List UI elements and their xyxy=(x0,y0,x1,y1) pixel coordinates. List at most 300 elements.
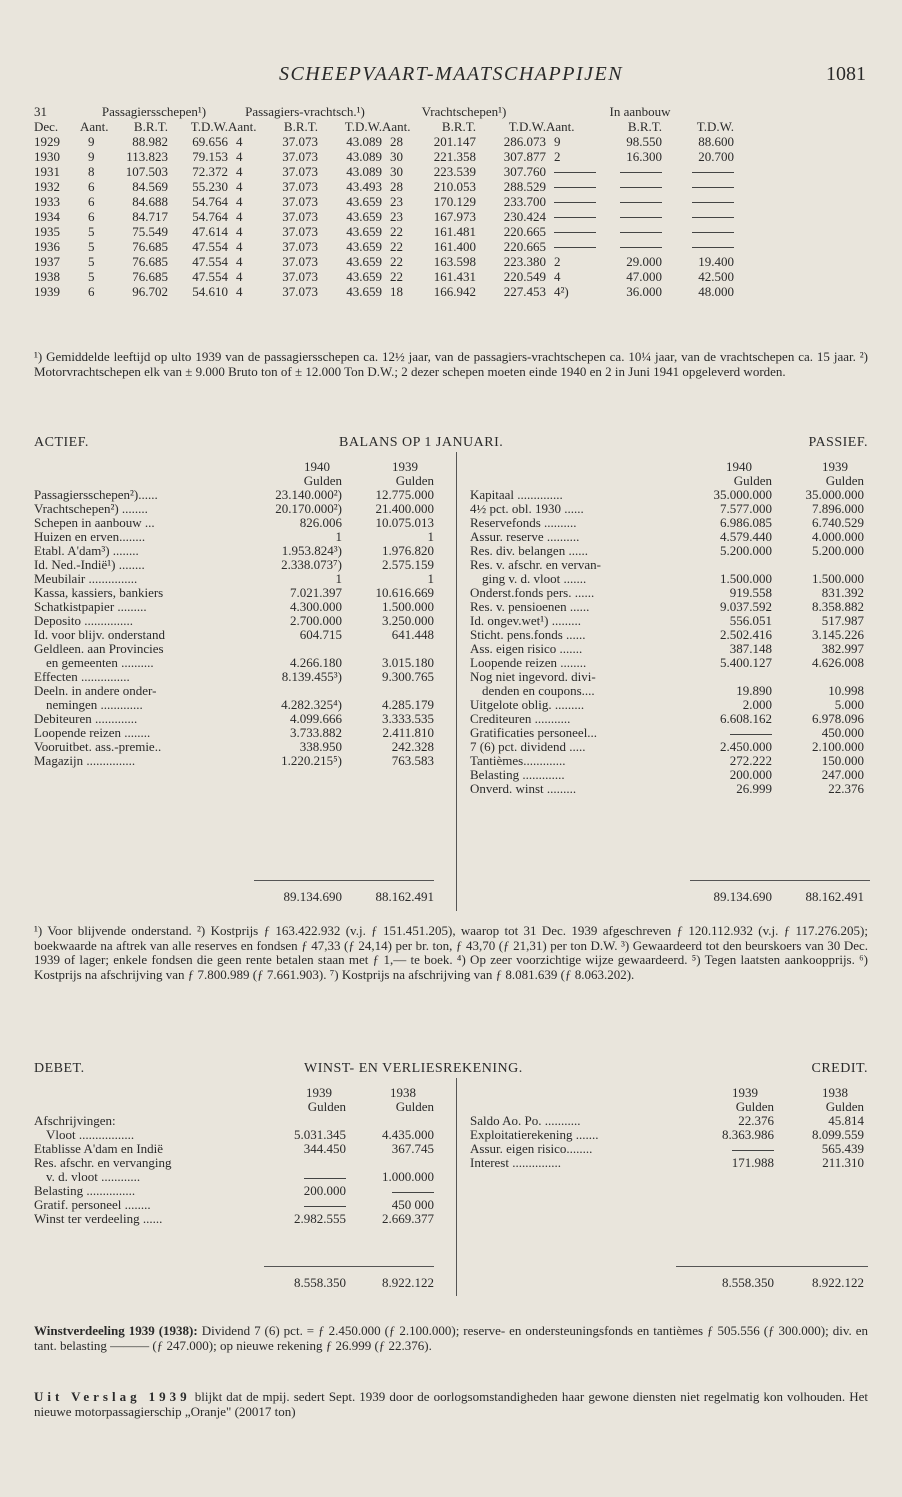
unit-header: Gulden xyxy=(395,473,434,488)
fleet-cell: 47.614 xyxy=(192,223,228,239)
fleet-cell: 307.877 xyxy=(503,148,546,164)
fleet-cell: 84.688 xyxy=(132,193,168,209)
fleet-cell: 6 xyxy=(88,193,95,209)
passief-row xyxy=(470,572,864,586)
actief-row xyxy=(34,558,434,572)
passief-row xyxy=(470,628,864,642)
fleet-cell: 1936 xyxy=(34,238,60,254)
debet-value: 4.435.000 xyxy=(382,1127,434,1142)
passief-value: 6.740.529 xyxy=(812,515,864,530)
credit-value: 171.988 xyxy=(731,1155,774,1170)
winstverdeeling-lead: Winstverdeeling 1939 (1938): xyxy=(34,1323,198,1338)
actief-label: Deposito ............... xyxy=(34,613,133,628)
passief-row xyxy=(470,642,864,656)
fleet-cell xyxy=(546,179,596,194)
winstverdeeling-text: Dividend 7 (6) pct. = ƒ 2.450.000 (ƒ 2.100.000); reserve- en ondersteuningsfonds en tantièmes ƒ 505.556 (ƒ 300.000); div. en tant. belasting ——— (ƒ 247.000); op nieuwe rekening ƒ 26.999 (ƒ 22.376). xyxy=(34,1323,868,1353)
actief-row xyxy=(34,712,434,726)
fleet-cell: 37.073 xyxy=(282,178,318,194)
fleet-group-header: 31 xyxy=(34,103,47,119)
actief-value: 641.448 xyxy=(391,627,434,642)
debet-heading: DEBET. xyxy=(34,1061,85,1076)
fleet-row xyxy=(34,149,734,164)
empty-dash xyxy=(730,734,772,735)
actief-row xyxy=(34,544,434,558)
actief-total xyxy=(254,890,434,904)
fleet-cell: 43.659 xyxy=(346,208,382,224)
fleet-cell xyxy=(596,164,662,179)
fleet-column-header: T.D.W. xyxy=(344,118,382,134)
empty-dash xyxy=(554,202,596,203)
empty-dash xyxy=(692,187,734,188)
debet-value: 5.031.345 xyxy=(294,1127,346,1142)
passief-value: 5.200.000 xyxy=(720,543,772,558)
credit-total-rule xyxy=(676,1266,868,1267)
fleet-cell xyxy=(662,239,734,254)
fleet-cell: 4 xyxy=(236,208,243,224)
actief-value: 1.953.824³) xyxy=(281,543,342,558)
fleet-cell: 210.053 xyxy=(433,178,476,194)
fleet-cell: 43.659 xyxy=(346,283,382,299)
actief-label: Passagiersschepen²)...... xyxy=(34,487,158,502)
passief-value: 4.579.440 xyxy=(720,529,772,544)
fleet-cell: 4 xyxy=(236,178,243,194)
actief-table xyxy=(34,460,434,768)
fleet-cell: 84.569 xyxy=(132,178,168,194)
passief-value: 26.999 xyxy=(736,781,772,796)
passief-row xyxy=(470,502,864,516)
fleet-cell: 1933 xyxy=(34,193,60,209)
passief-value: 2.000 xyxy=(742,697,772,712)
passief-value: 2.450.000 xyxy=(720,739,772,754)
fleet-cell: 6 xyxy=(88,208,95,224)
actief-row xyxy=(34,488,434,502)
fleet-cell: 5 xyxy=(88,238,95,254)
empty-dash xyxy=(620,187,662,188)
verslag-paragraph xyxy=(34,1390,868,1419)
passief-label: Belasting ............. xyxy=(470,767,565,782)
fleet-cell: 55.230 xyxy=(192,178,228,194)
passief-value: 2.502.416 xyxy=(720,627,772,642)
fleet-column-header: Dec. xyxy=(34,118,59,134)
actief-label: Loopende reizen ........ xyxy=(34,725,151,740)
fleet-cell: 96.702 xyxy=(132,283,168,299)
empty-dash xyxy=(620,217,662,218)
passief-value: 8.358.882 xyxy=(812,599,864,614)
page-header-title: SCHEEPVAART-MAATSCHAPPIJEN xyxy=(278,63,624,85)
passief-row xyxy=(470,740,864,754)
unit-header: Gulden xyxy=(735,1099,774,1114)
passief-value: 272.222 xyxy=(729,753,772,768)
passief-value: 6.986.085 xyxy=(720,515,772,530)
passief-label: Loopende reizen ........ xyxy=(470,655,587,670)
fleet-column-header: B.R.T. xyxy=(627,118,662,134)
passief-row xyxy=(470,684,864,698)
fleet-table xyxy=(34,104,734,299)
fleet-cell xyxy=(662,209,734,224)
empty-dash xyxy=(554,247,596,248)
passief-label: Crediteuren ........... xyxy=(470,711,571,726)
actief-row xyxy=(34,642,434,656)
debet-total-1939: 8.558.350 xyxy=(294,1275,346,1290)
actief-value: 3.015.180 xyxy=(382,655,434,670)
fleet-cell: 166.942 xyxy=(433,283,476,299)
fleet-cell: 220.665 xyxy=(503,223,546,239)
actief-row xyxy=(34,614,434,628)
page-number: 1081 xyxy=(826,63,866,85)
fleet-cell: 43.089 xyxy=(346,163,382,179)
fleet-row xyxy=(34,164,734,179)
passief-table xyxy=(470,460,864,796)
fleet-cell: 286.073 xyxy=(503,133,546,149)
passief-row xyxy=(470,516,864,530)
balans-heading xyxy=(34,436,868,452)
fleet-row xyxy=(34,209,734,224)
passief-value: 517.987 xyxy=(821,613,864,628)
empty-dash xyxy=(554,187,596,188)
actief-value xyxy=(254,684,342,698)
fleet-cell: 37.073 xyxy=(282,283,318,299)
verslag-lead: Uit Verslag 1939 xyxy=(34,1389,191,1404)
passief-label: Tantièmes............. xyxy=(470,753,566,768)
fleet-cell: 5 xyxy=(88,268,95,284)
passief-label: Res. div. belangen ...... xyxy=(470,543,588,558)
passief-value: 450.000 xyxy=(821,725,864,740)
passief-row xyxy=(470,614,864,628)
fleet-cell: 54.610 xyxy=(192,283,228,299)
passief-value: 382.997 xyxy=(821,641,864,656)
fleet-column-header: T.D.W. xyxy=(696,118,734,134)
passief-label: Id. ongev.wet¹) ......... xyxy=(470,613,582,628)
credit-value xyxy=(676,1142,774,1156)
actief-value: 9.300.765 xyxy=(382,669,434,684)
empty-dash xyxy=(304,1178,346,1179)
fleet-cell xyxy=(596,194,662,209)
fleet-cell: 5 xyxy=(88,223,95,239)
fleet-cell: 307.760 xyxy=(503,163,546,179)
fleet-cell: 233.700 xyxy=(503,193,546,209)
fleet-cell xyxy=(596,209,662,224)
unit-header: Gulden xyxy=(395,1099,434,1114)
empty-dash xyxy=(392,1192,434,1193)
passief-row xyxy=(470,656,864,670)
actief-value xyxy=(254,642,342,656)
debet-value xyxy=(264,1198,346,1212)
passief-value: 831.392 xyxy=(821,585,864,600)
fleet-cell: 4 xyxy=(236,223,243,239)
fleet-cell: 288.529 xyxy=(503,178,546,194)
actief-label: Debiteuren ............. xyxy=(34,711,138,726)
fleet-cell: 42.500 xyxy=(698,268,734,284)
credit-table xyxy=(470,1086,864,1170)
passief-value: 5.000 xyxy=(834,697,864,712)
passief-value: 7.577.000 xyxy=(720,501,772,516)
fleet-cell: 22 xyxy=(390,223,403,239)
empty-dash xyxy=(692,202,734,203)
passief-row xyxy=(470,558,864,572)
passief-label: Res. v. afschr. en vervan- xyxy=(470,557,601,572)
fleet-cell: 37.073 xyxy=(282,163,318,179)
year-header: 1939 xyxy=(306,1085,332,1100)
fleet-cell: 47.554 xyxy=(192,238,228,254)
credit-value: 211.310 xyxy=(822,1155,864,1170)
fleet-group-header: Passagiers-vrachtsch.¹) xyxy=(245,103,365,119)
fleet-row xyxy=(34,269,734,284)
fleet-cell: 88.982 xyxy=(132,133,168,149)
actief-label: Effecten ............... xyxy=(34,669,130,684)
fleet-cell: 1930 xyxy=(34,148,60,164)
fleet-cell: 43.089 xyxy=(346,148,382,164)
actief-row xyxy=(34,600,434,614)
debet-label: v. d. vloot ............ xyxy=(46,1169,141,1184)
credit-row xyxy=(470,1128,864,1142)
actief-heading: ACTIEF. xyxy=(34,435,89,450)
fleet-cell: 230.424 xyxy=(503,208,546,224)
fleet-row xyxy=(34,239,734,254)
fleet-cell: 1937 xyxy=(34,253,60,269)
wv-divider xyxy=(456,1078,457,1296)
fleet-cell: 75.549 xyxy=(132,223,168,239)
fleet-cell: 4 xyxy=(236,193,243,209)
credit-value: 22.376 xyxy=(738,1113,774,1128)
actief-value: 10.075.013 xyxy=(375,515,434,530)
fleet-cell: 161.481 xyxy=(433,223,476,239)
actief-label: Meubilair ............... xyxy=(34,571,138,586)
credit-row xyxy=(470,1114,864,1128)
passief-label: 7 (6) pct. dividend ..... xyxy=(470,739,586,754)
wv-title: WINST- EN VERLIESREKENING. xyxy=(304,1061,523,1076)
passief-value: 150.000 xyxy=(821,753,864,768)
debet-row xyxy=(34,1212,434,1226)
debet-total-1938: 8.922.122 xyxy=(382,1275,434,1290)
unit-header: Gulden xyxy=(733,473,772,488)
fleet-cell: 47.000 xyxy=(626,268,662,284)
empty-dash xyxy=(692,247,734,248)
actief-value: 3.733.882 xyxy=(290,725,342,740)
debet-label: Afschrijvingen: xyxy=(34,1113,116,1128)
winstverdeeling-paragraph xyxy=(34,1324,868,1353)
passief-value: 35.000.000 xyxy=(713,487,772,502)
fleet-cell: 1931 xyxy=(34,163,60,179)
actief-value: 763.583 xyxy=(391,753,434,768)
passief-value: 35.000.000 xyxy=(805,487,864,502)
fleet-cell: 2 xyxy=(554,148,561,164)
credit-total-1939: 8.558.350 xyxy=(722,1275,774,1290)
passief-label: Assur. reserve .......... xyxy=(470,529,580,544)
actief-value: 604.715 xyxy=(299,627,342,642)
actief-label: Id. Ned.-Indië¹) ........ xyxy=(34,557,145,572)
actief-row xyxy=(34,516,434,530)
passief-value xyxy=(666,726,772,740)
fleet-cell: 22 xyxy=(390,253,403,269)
fleet-cell: 43.659 xyxy=(346,193,382,209)
empty-dash xyxy=(554,217,596,218)
actief-value: 1.976.820 xyxy=(382,543,434,558)
actief-label: Schepen in aanbouw ... xyxy=(34,515,155,530)
fleet-group-header-row xyxy=(34,104,734,119)
fleet-cell: 23 xyxy=(390,208,403,224)
passief-value: 19.890 xyxy=(736,683,772,698)
fleet-cell: 107.503 xyxy=(125,163,168,179)
fleet-cell: 76.685 xyxy=(132,253,168,269)
fleet-cell xyxy=(662,224,734,239)
passief-total xyxy=(666,890,864,904)
actief-value: 4.282.325⁴) xyxy=(281,697,342,712)
fleet-cell: 48.000 xyxy=(698,283,734,299)
fleet-cell: 221.358 xyxy=(433,148,476,164)
fleet-cell: 18 xyxy=(390,283,403,299)
passief-value: 1.500.000 xyxy=(720,571,772,586)
empty-dash xyxy=(692,172,734,173)
passief-value: 556.051 xyxy=(729,613,772,628)
passief-row xyxy=(470,782,864,796)
fleet-cell: 76.685 xyxy=(132,268,168,284)
fleet-group-header: Vrachtschepen¹) xyxy=(421,103,507,119)
actief-label: Vooruitbet. ass.-premie.. xyxy=(34,739,162,754)
passief-value: 22.376 xyxy=(828,781,864,796)
empty-dash xyxy=(620,172,662,173)
fleet-column-header: Aant. xyxy=(228,118,257,134)
credit-label: Saldo Ao. Po. ........... xyxy=(470,1113,581,1128)
debet-value: 1.000.000 xyxy=(382,1169,434,1184)
actief-row xyxy=(34,628,434,642)
fleet-cell: 227.453 xyxy=(503,283,546,299)
fleet-cell: 4 xyxy=(236,238,243,254)
balans-title: BALANS OP 1 JANUARI. xyxy=(339,435,504,450)
debet-value xyxy=(346,1184,434,1198)
actief-value: 1.220.215⁵) xyxy=(281,753,342,768)
year-header: 1938 xyxy=(822,1085,848,1100)
fleet-group-header: Passagiersschepen¹) xyxy=(101,103,207,119)
actief-value: 1.500.000 xyxy=(382,599,434,614)
fleet-cell: 6 xyxy=(88,283,95,299)
actief-value: 21.400.000 xyxy=(375,501,434,516)
passief-value: 6.978.096 xyxy=(812,711,864,726)
fleet-row xyxy=(34,179,734,194)
fleet-cell: 170.129 xyxy=(433,193,476,209)
passief-value: 919.558 xyxy=(729,585,772,600)
passief-label: Reservefonds .......... xyxy=(470,515,577,530)
debet-label: Res. afschr. en vervanging xyxy=(34,1155,172,1170)
fleet-cell: 161.431 xyxy=(433,268,476,284)
debet-value xyxy=(264,1156,346,1170)
actief-value: 12.775.000 xyxy=(375,487,434,502)
actief-value: 20.170.000²) xyxy=(275,501,342,516)
empty-dash xyxy=(732,1150,774,1151)
fleet-column-header: B.R.T. xyxy=(441,118,476,134)
fleet-group-header: In aanbouw xyxy=(609,103,671,119)
credit-total-1938: 8.922.122 xyxy=(812,1275,864,1290)
fleet-cell: 23 xyxy=(390,193,403,209)
unit-header: Gulden xyxy=(303,473,342,488)
fleet-cell: 69.656 xyxy=(192,133,228,149)
fleet-cell: 1938 xyxy=(34,268,60,284)
actief-value xyxy=(342,642,434,656)
passief-value: 6.608.162 xyxy=(720,711,772,726)
passief-row xyxy=(470,530,864,544)
debet-label: Etablisse A'dam en Indië xyxy=(34,1141,164,1156)
passief-value: 1.500.000 xyxy=(812,571,864,586)
fleet-cell: 1932 xyxy=(34,178,60,194)
passief-row xyxy=(470,488,864,502)
year-header: 1940 xyxy=(726,459,752,474)
fleet-cell: 29.000 xyxy=(626,253,662,269)
passief-heading: PASSIEF. xyxy=(808,435,868,450)
passief-label: Uitgelote oblig. ......... xyxy=(470,697,585,712)
fleet-column-header: Aant. xyxy=(382,118,411,134)
passief-label: Gratificaties personeel... xyxy=(470,725,598,740)
passief-value: 2.100.000 xyxy=(812,739,864,754)
actief-value: 1 xyxy=(427,529,434,544)
passief-label: Onverd. winst ......... xyxy=(470,781,577,796)
fleet-cell: 167.973 xyxy=(433,208,476,224)
actief-label: Kassa, kassiers, bankiers xyxy=(34,585,164,600)
passief-label: ging v. d. vloot ....... xyxy=(482,571,587,586)
credit-heading: CREDIT. xyxy=(811,1061,868,1076)
passief-total-1939: 88.162.491 xyxy=(805,889,864,904)
passief-label: Kapitaal .............. xyxy=(470,487,563,502)
actief-value: 8.139.455³) xyxy=(281,669,342,684)
actief-row xyxy=(34,670,434,684)
passief-value: 4.000.000 xyxy=(812,529,864,544)
fleet-column-header: T.D.W. xyxy=(190,118,228,134)
fleet-column-header: Aant. xyxy=(546,118,575,134)
actief-label: Vrachtschepen²) ........ xyxy=(34,501,148,516)
actief-row xyxy=(34,502,434,516)
passief-value: 4.626.008 xyxy=(812,655,864,670)
fleet-column-header: Aant. xyxy=(80,118,109,134)
actief-value: 3.250.000 xyxy=(382,613,434,628)
fleet-cell: 37.073 xyxy=(282,193,318,209)
passief-total-rule xyxy=(690,880,870,881)
passief-value: 247.000 xyxy=(821,767,864,782)
debet-table xyxy=(34,1086,434,1226)
passief-row xyxy=(470,768,864,782)
fleet-cell: 1934 xyxy=(34,208,60,224)
fleet-cell: 16.300 xyxy=(626,148,662,164)
fleet-cell: 1929 xyxy=(34,133,60,149)
actief-label: en gemeenten .......... xyxy=(46,655,154,670)
actief-row xyxy=(34,754,434,768)
credit-row xyxy=(470,1156,864,1170)
actief-label: Etabl. A'dam³) ........ xyxy=(34,543,139,558)
debet-value: 367.745 xyxy=(391,1141,434,1156)
fleet-cell xyxy=(546,194,596,209)
fleet-cell: 43.659 xyxy=(346,238,382,254)
actief-row xyxy=(34,684,434,698)
passief-label: denden en coupons.... xyxy=(482,683,595,698)
passief-value: 3.145.226 xyxy=(812,627,864,642)
empty-dash xyxy=(620,247,662,248)
passief-row xyxy=(470,600,864,614)
debet-value xyxy=(264,1170,346,1184)
fleet-column-header: B.R.T. xyxy=(133,118,168,134)
empty-dash xyxy=(692,232,734,233)
debet-row xyxy=(34,1184,434,1198)
fleet-cell: 163.598 xyxy=(433,253,476,269)
fleet-cell: 22 xyxy=(390,238,403,254)
debet-label: Belasting ............... xyxy=(34,1183,136,1198)
debet-value xyxy=(346,1156,434,1170)
fleet-cell: 113.823 xyxy=(126,148,168,164)
fleet-cell: 9 xyxy=(88,148,95,164)
debet-label: Vloot ................. xyxy=(46,1127,135,1142)
fleet-cell: 22 xyxy=(390,268,403,284)
passief-value: 7.896.000 xyxy=(812,501,864,516)
fleet-cell: 6 xyxy=(88,178,95,194)
fleet-cell: 5 xyxy=(88,253,95,269)
fleet-cell: 30 xyxy=(390,163,403,179)
actief-row xyxy=(34,740,434,754)
